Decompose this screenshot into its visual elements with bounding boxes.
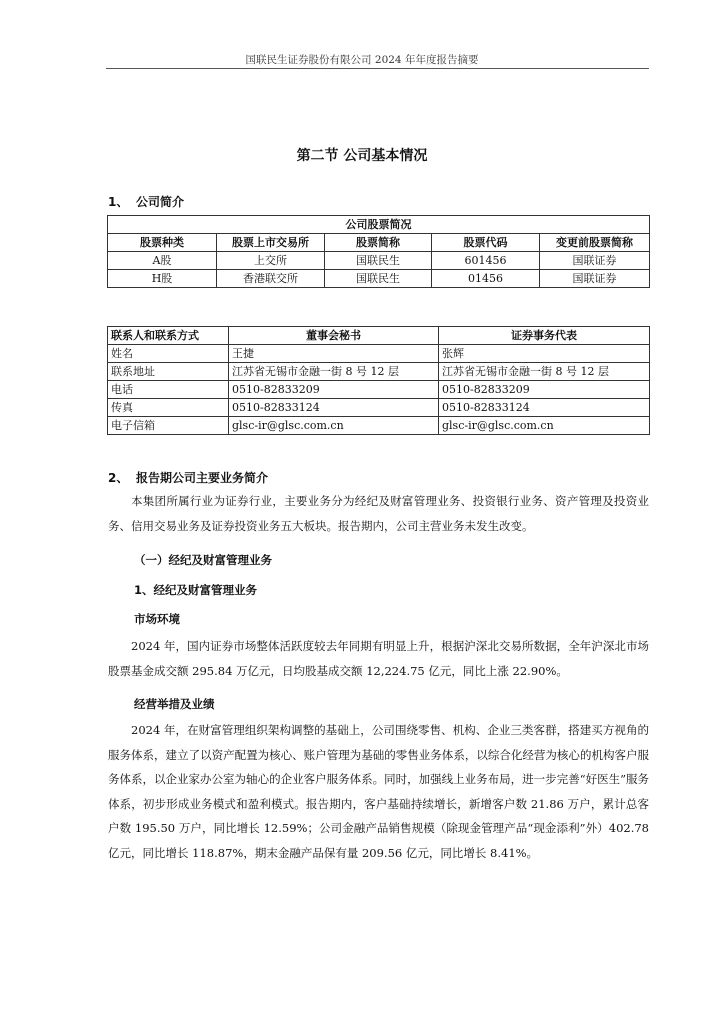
section-title: 第二节 公司基本情况 [296,148,428,164]
table-cell: 传真 [108,399,229,417]
table-row [108,252,650,270]
table-cell: 0510-82833124 [439,399,650,417]
table-row [108,417,650,435]
table-row [108,363,650,381]
subsection-heading: （一）经纪及财富管理业务 [134,553,272,567]
table-cell: 姓名 [108,345,229,363]
heading-title: 报告期公司主要业务简介 [136,471,269,485]
table-row [108,345,650,363]
stock-table [107,215,650,288]
header-cell: 股票上市交易所 [217,234,325,252]
table-row [108,399,650,417]
heading-number: 1、 [108,195,129,209]
table-cell: 电话 [108,381,229,399]
business-intro-heading [108,469,268,486]
table-cell: 江苏省无锡市金融一街 8 号 12 层 [439,363,650,381]
table-cell: 联系地址 [108,363,229,381]
table-cell: 601456 [432,252,540,270]
market-paragraph: 2024 年，国内证券市场整体活跃度较去年同期有明显上升，根据沪深北交易所数据，全年沪深北市场股票基金成交额 295.84 万亿元，日均股基成交额 12,224.75 亿元，同比上涨 22.90%。 [108,639,649,678]
company-intro-heading [108,193,184,210]
table-row [108,381,650,399]
header-cell: 证券事务代表 [439,327,650,345]
table-cell: 01456 [432,270,540,288]
table-header-row [108,234,650,252]
header-cell: 变更前股票简称 [540,234,650,252]
table-cell: 电子信箱 [108,417,229,435]
business-intro-paragraph: 本集团所属行业为证券行业，主要业务分为经纪及财富管理业务、投资银行业务、资产管理及投资业务、信用交易业务及证券投资业务五大板块。报告期内，公司主营业务未发生改变。 [108,494,649,533]
table-cell: A股 [108,252,217,270]
table-header-row [108,327,650,345]
header-rule [106,68,649,69]
performance-paragraph: 2024 年，在财富管理组织架构调整的基础上，公司围绕零售、机构、企业三类客群，搭建买方视角的服务体系，建立了以资产配置为核心、账户管理为基础的零售业务体系，以综合化经营为核心的机构客户服务体系，以企业家办公室为轴心的企业客户服务体系。同时，加强线上业务布局，进一步完善“好医生”服务体系，初步形成业务模式和盈利模式。报告期内，客户基础持续增长，新增客户数 21.86 万户，累计总客户数 195.50 万户，同比增长 12.59%；公司金融产品销售规模（除现金管理产品“现金添利”外）402.78 亿元，同比增长 118.87%，期末金融产品保有量 209.56 亿元，同比增长 8.41%。 [108,723,649,860]
heading-number: 2、 [108,471,129,485]
table-cell: glsc-ir@glsc.com.cn [229,417,439,435]
subsection-heading: 经营举措及业绩 [134,697,215,711]
table-cell: 王捷 [229,345,439,363]
table-cell: 国联证券 [540,270,650,288]
table-cell: 上交所 [217,252,325,270]
table-cell: 0510-82833209 [439,381,650,399]
table-cell: 江苏省无锡市金融一街 8 号 12 层 [229,363,439,381]
table-cell: 香港联交所 [217,270,325,288]
subsection-heading: 市场环境 [134,612,180,626]
table-cell: 国联民生 [325,252,432,270]
table-cell: glsc-ir@glsc.com.cn [439,417,650,435]
table-cell: H股 [108,270,217,288]
subsection-heading: 1、经纪及财富管理业务 [134,583,258,597]
header-cell: 董事会秘书 [229,327,439,345]
heading-title: 公司简介 [136,195,185,209]
header-cell: 股票简称 [325,234,432,252]
table-cell: 0510-82833124 [229,399,439,417]
table-cell: 国联民生 [325,270,432,288]
table-row [108,270,650,288]
table-cell: 国联证券 [540,252,650,270]
header-cell: 联系人和联系方式 [108,327,229,345]
stock-table-caption: 公司股票简况 [108,216,650,234]
table-cell: 0510-82833209 [229,381,439,399]
header-cell: 股票种类 [108,234,217,252]
table-cell: 张辉 [439,345,650,363]
page-header: 国联民生证券股份有限公司 2024 年年度报告摘要 [245,54,479,66]
contact-table [107,326,650,435]
header-cell: 股票代码 [432,234,540,252]
